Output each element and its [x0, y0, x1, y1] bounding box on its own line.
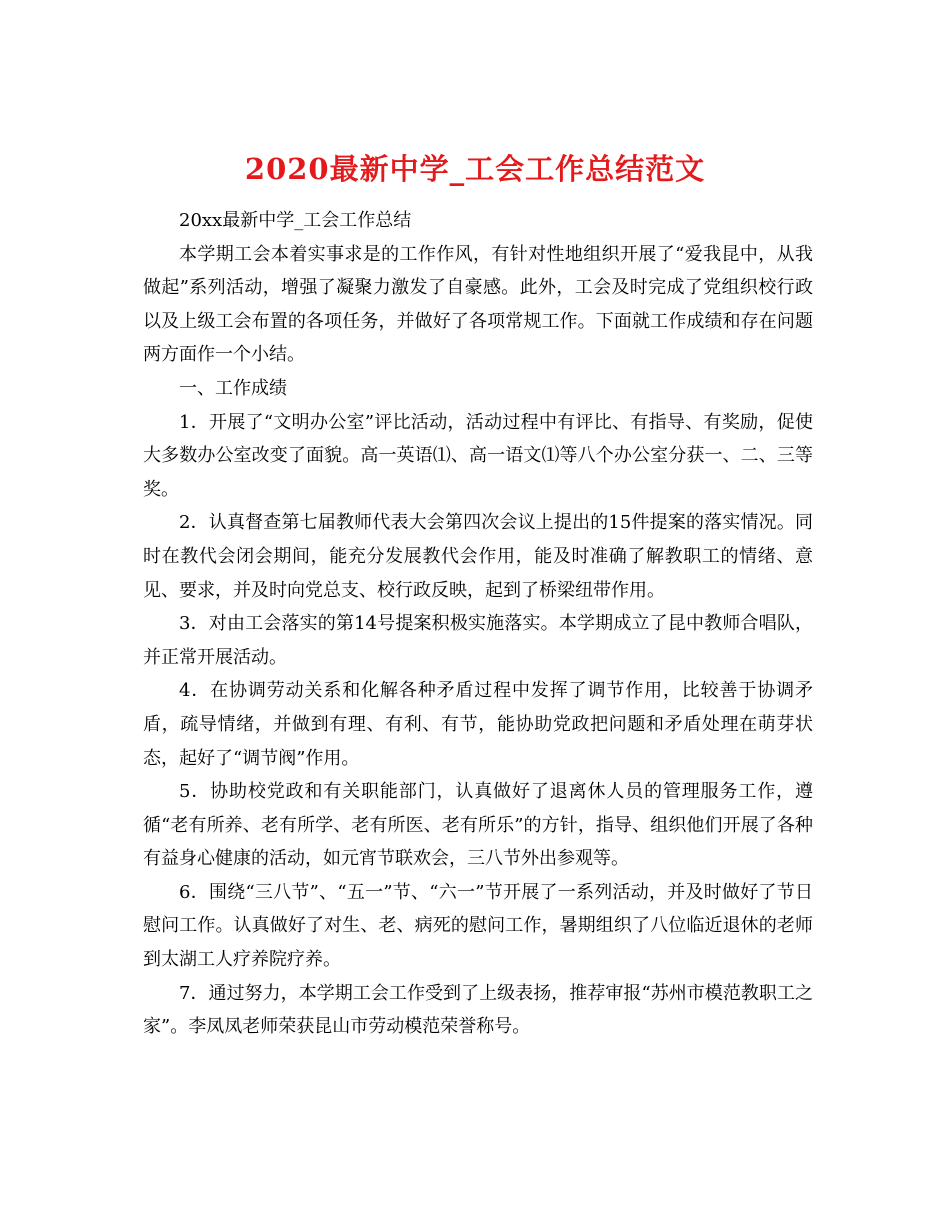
paragraph-item-7: 7．通过努力，本学期工会工作受到了上级表扬，推荐审报“苏州市模范教职工之家”。李凤凤老师荣获昆山市劳动模范荣誉称号。 — [143, 982, 813, 1038]
paragraph-item-2: 2．认真督查第七届教师代表大会第四次会议上提出的15件提案的落实情况。同时在教代会闭会期间，能充分发展教代会作用，能及时准确了解教职工的情绪、意见、要求，并及时向党总支、校行政反映，起到了桥梁纽带作用。 — [143, 512, 813, 601]
paragraph-subtitle: 20xx最新中学_工会工作总结 — [179, 210, 412, 231]
document-title: 2020最新中学_工会工作总结范文 — [244, 152, 706, 187]
paragraph-item-3: 3．对由工会落实的第14号提案积极实施落实。本学期成立了昆中教师合唱队，并正常开展活动。 — [143, 613, 813, 668]
paragraph-intro: 本学期工会本着实事求是的工作作风，有针对性地组织开展了“爱我昆中，从我做起”系列活动，增强了凝聚力激发了自豪感。此外，工会及时完成了党组织校行政以及上级工会布置的各项任务，并做好了各项常规工作。下面就工作成绩和存在问题两方面作一个小结。 — [143, 243, 813, 366]
section-heading-achievements: 一、工作成绩 — [179, 377, 287, 399]
paragraph-item-6: 6．围绕“三八节”、“五一”节、“六一”节开展了一系列活动，并及时做好了节日慰问工作。认真做好了对生、老、病死的慰问工作，暑期组织了八位临近退休的老师到太湖工人疗养院疗养。 — [143, 881, 813, 971]
document-body — [143, 204, 813, 1044]
paragraph-item-4: 4．在协调劳动关系和化解各种矛盾过程中发挥了调节作用，比较善于协调矛盾，疏导情绪，并做到有理、有利、有节，能协助党政把问题和矛盾处理在萌芽状态，起好了“调节阀”作用。 — [143, 680, 813, 769]
paragraph-item-1: 1．开展了“文明办公室”评比活动，活动过程中有评比、有指导、有奖励，促使大多数办公室改变了面貌。高一英语⑴、高一语文⑴等八个办公室分获一、二、三等奖。 — [143, 411, 813, 500]
paragraph-item-5: 5．协助校党政和有关职能部门，认真做好了退离休人员的管理服务工作，遵循“老有所养、老有所学、老有所医、老有所乐”的方针，指导、组织他们开展了各种有益身心健康的活动，如元宵节联欢会，三八节外出参观等。 — [143, 781, 813, 870]
